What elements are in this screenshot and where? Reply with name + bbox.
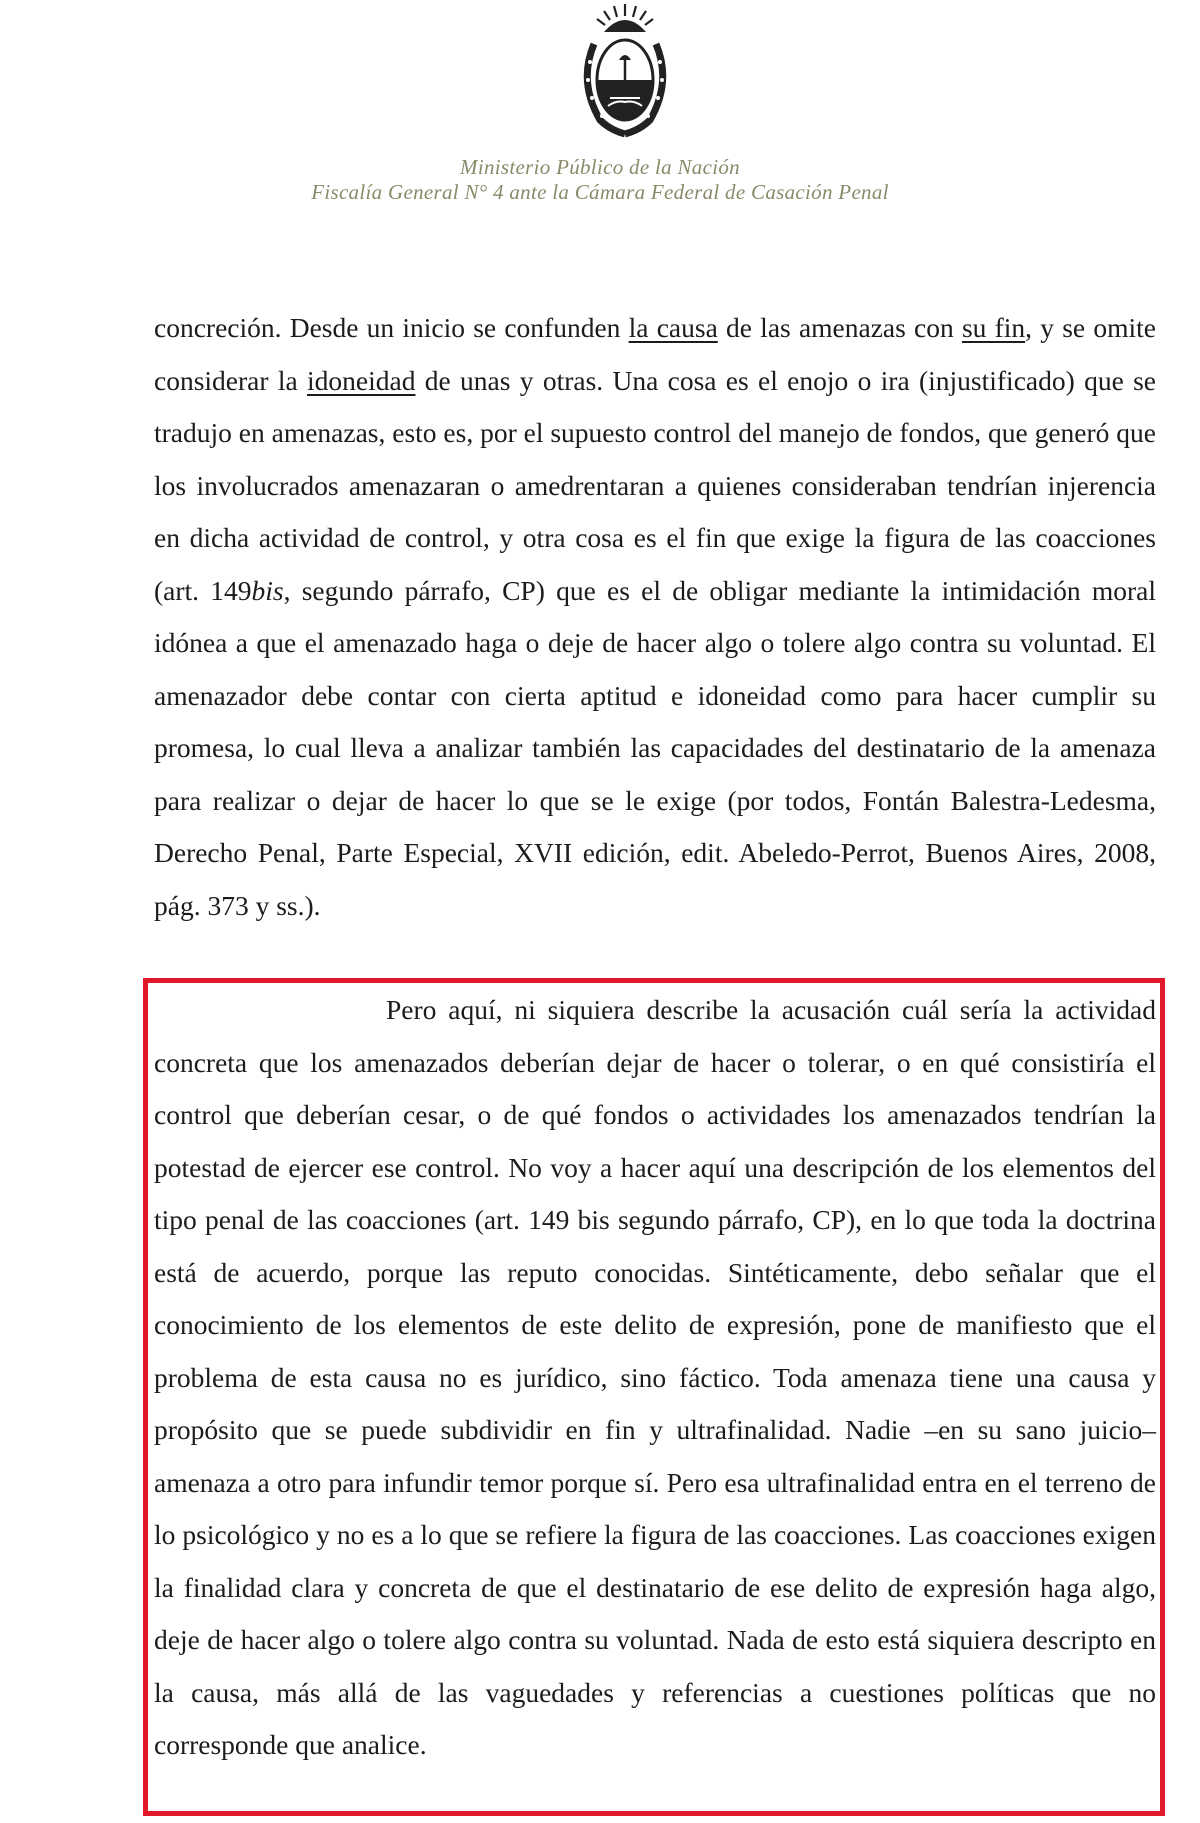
coat-of-arms-icon: [570, 2, 680, 142]
text-run: de las amenazas con: [717, 312, 962, 343]
text-run: concreción. Desde un inicio se confunden: [154, 312, 629, 343]
paragraph-2: [154, 984, 1156, 1772]
underlined-term: idoneidad: [307, 364, 416, 396]
underlined-term: la causa: [628, 312, 718, 343]
ministry-name: Ministerio Público de la Nación: [460, 155, 740, 179]
text-run: de unas y otras. Una cosa es el enojo o ira (injustificado) que se tradujo en amenazas, esto es, por el supuesto control del manejo de fondos, que generó que los involucrados amenazaran o amedrentaran a quienes consideraban tendrían injerencia en dicha actividad de control, y otra cosa es el fin que exige la figura de las coacciones (art. 149: [154, 364, 1157, 606]
paragraph-1: [154, 302, 1156, 932]
italic-term: bis: [251, 574, 284, 606]
text-run: , y se omite considerar la: [154, 312, 1156, 396]
highlighted-text: Pero aquí, ni siquiera describe la acusación cuál sería la actividad concreta que los amenazados deberían dejar de hacer o tolerar, o en qué consistiría el control que deberían cesar, o de qué fondos o actividades los amenazados tendrían la potestad de ejercer ese control. No voy a hacer aquí una descripción de los elementos del tipo penal de las coacciones (art. 149 bis segundo párrafo, CP), en lo que toda la doctrina está de acuerdo, porque las reputo conocidas. Sintéticamente, debo señalar que el conocimiento de los elementos de este delito de expresión, pone de manifiesto que el problema de esta causa no es jurídico, sino fáctico. Toda amenaza tiene una causa y propósito que se puede subdividir en fin y ultrafinalidad. Nadie –en su sano juicio– amenaza a otro para infundir temor porque sí. Pero esa ultrafinalidad entra en el terreno de lo psicológico y no es a lo que se refiere la figura de las coacciones. Las coacciones exigen la finalidad clara y concreta de que el destinatario de ese delito de expresión haga algo, deje de hacer algo o tolere algo contra su voluntad. Nada de esto está siquiera descripto en la causa, más allá de las vaguedades y referencias a cuestiones políticas que no corresponde que analice.: [154, 994, 1156, 1760]
underlined-term: su fin: [961, 312, 1026, 343]
office-name: Fiscalía General N° 4 ante la Cámara Federal de Casación Penal: [311, 180, 889, 204]
text-run: , segundo párrafo, CP) que es el de obligar mediante la intimidación moral idónea a que el amenazado haga o deje de hacer algo o tolere algo contra su voluntad. El amenazador debe contar con cierta aptitud e idoneidad como para hacer cumplir su promesa, lo cual lleva a analizar también las capacidades del destinatario de la amenaza para realizar o dejar de hacer lo que se le exige (por todos, Fontán Balestra-Ledesma, Derecho Penal, Parte Especial, XVII edición, edit. Abeledo-Perrot, Buenos Aires, 2008, pág. 373 y ss.).: [154, 574, 1156, 921]
